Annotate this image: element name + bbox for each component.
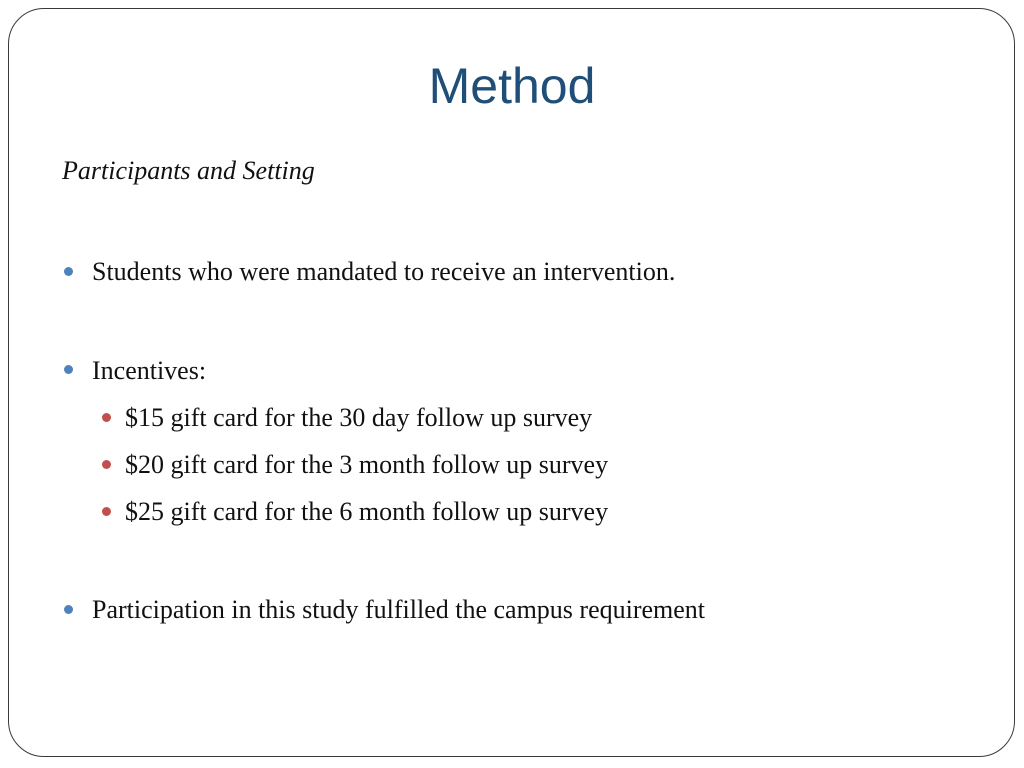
sub-bullet-dot-icon xyxy=(102,507,111,516)
sub-bullet-item: $20 gift card for the 3 month follow up survey xyxy=(125,450,609,479)
bullet-dot-icon xyxy=(64,605,73,614)
section-subtitle: Participants and Setting xyxy=(62,156,315,185)
sub-bullet-dot-icon xyxy=(102,460,111,469)
bullet-item: Incentives: xyxy=(92,356,207,385)
bullet-dot-icon xyxy=(64,267,73,276)
sub-bullet-dot-icon xyxy=(102,413,111,422)
sub-bullet-item: $25 gift card for the 6 month follow up survey xyxy=(125,497,609,526)
slide-title: Method xyxy=(428,58,596,114)
bullet-dot-icon xyxy=(64,365,73,374)
bullet-item: Students who were mandated to receive an intervention. xyxy=(92,257,676,286)
bullet-item: Participation in this study fulfilled the campus requirement xyxy=(92,595,706,624)
sub-bullet-item: $15 gift card for the 30 day follow up survey xyxy=(125,403,593,432)
